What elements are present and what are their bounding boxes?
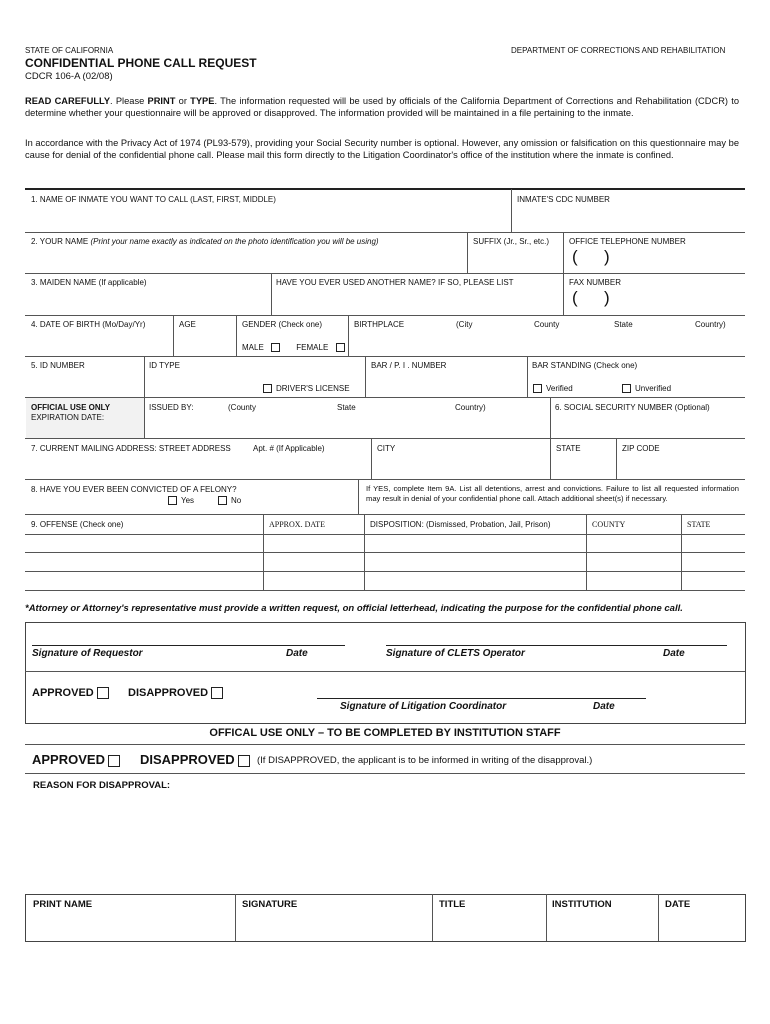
official-use-label: OFFICIAL USE ONLY bbox=[31, 403, 111, 412]
requestor-signature-line[interactable] bbox=[32, 645, 345, 646]
fax-label: FAX NUMBER bbox=[569, 278, 622, 287]
issued-country-label: Country) bbox=[455, 403, 486, 412]
verified-option: Verified bbox=[531, 384, 573, 393]
maiden-name-label: 3. MAIDEN NAME (If applicable) bbox=[31, 278, 147, 287]
expiration-date-label: EXPIRATION DATE: bbox=[31, 413, 105, 422]
disapproved-checkbox-1[interactable] bbox=[211, 687, 223, 699]
issued-state-label: State bbox=[337, 403, 356, 412]
state-col-label: STATE bbox=[687, 520, 711, 529]
form-number: CDCR 106-A (02/08) bbox=[25, 71, 113, 82]
mailing-address-label: 7. CURRENT MAILING ADDRESS: STREET ADDRESS bbox=[31, 444, 231, 453]
felony-question: 8. HAVE YOU EVER BEEN CONVICTED OF A FELONY? bbox=[31, 485, 237, 494]
bar-standing-label: BAR STANDING (Check one) bbox=[532, 361, 638, 370]
disapproved-option-1: DISAPPROVED bbox=[128, 687, 226, 699]
litigation-signature-line[interactable] bbox=[317, 698, 646, 699]
bar-number-label: BAR / P. I . NUMBER bbox=[371, 361, 447, 370]
inmate-name-label: 1. NAME OF INMATE YOU WANT TO CALL (LAST, FIRST, MIDDLE) bbox=[31, 195, 276, 204]
dob-label: 4. DATE OF BIRTH (Mo/Day/Yr) bbox=[31, 320, 146, 329]
requestor-date-label: Date bbox=[286, 648, 308, 659]
male-checkbox[interactable] bbox=[271, 343, 280, 352]
approx-date-label: APPROX. DATE bbox=[269, 520, 326, 529]
suffix-label: SUFFIX (Jr., Sr., etc.) bbox=[473, 237, 550, 246]
requestor-signature-label: Signature of Requestor bbox=[32, 648, 143, 659]
felony-no-checkbox[interactable] bbox=[218, 496, 227, 505]
issued-county-label: (County bbox=[228, 403, 257, 412]
form-title: CONFIDENTIAL PHONE CALL REQUEST bbox=[25, 56, 257, 70]
office-phone-paren-open: ( bbox=[572, 247, 578, 266]
state-label: STATE OF CALIFORNIA bbox=[25, 46, 114, 55]
offense-row[interactable] bbox=[26, 572, 744, 589]
age-label: AGE bbox=[179, 320, 196, 329]
county-col-label: COUNTY bbox=[592, 520, 626, 529]
birthplace-city-label: (City bbox=[456, 320, 473, 329]
fax-paren-open: ( bbox=[572, 288, 578, 307]
unverified-option: Unverified bbox=[620, 384, 671, 393]
inmate-cdc-label: INMATE'S CDC NUMBER bbox=[517, 195, 610, 204]
approved-option-2: APPROVED bbox=[32, 752, 123, 767]
clets-signature-label: Signature of CLETS Operator bbox=[386, 648, 525, 659]
disapproval-note: (If DISAPPROVED, the applicant is to be informed in writing of the disapproval.) bbox=[257, 755, 593, 766]
mailing-address-field[interactable] bbox=[26, 455, 370, 478]
offense-label: 9. OFFENSE (Check one) bbox=[31, 520, 124, 529]
office-phone-paren-close: ) bbox=[604, 247, 610, 266]
felony-yes-option: Yes bbox=[166, 496, 194, 505]
privacy-paragraph: In accordance with the Privacy Act of 1974 (PL93-579), providing your Social Security number is optional. However, any omission or falsification on this questionnaire may be cause for denial of the confidential phone call. Please mail this form directly to the Litigation Coordinator's office of the institution where the inmate is confined. bbox=[25, 138, 739, 160]
suffix-field[interactable] bbox=[468, 248, 562, 272]
id-type-label: ID TYPE bbox=[149, 361, 180, 370]
zip-field[interactable] bbox=[617, 455, 744, 478]
title-label: TITLE bbox=[439, 899, 466, 910]
male-label: MALE bbox=[242, 343, 264, 352]
approved-option-1: APPROVED bbox=[32, 687, 112, 699]
attorney-note: *Attorney or Attorney's representative must provide a written request, on official letterhead, indicating the purpose for the confidential phone call. bbox=[25, 603, 683, 614]
date-label: DATE bbox=[665, 899, 691, 910]
offense-row[interactable] bbox=[26, 535, 744, 552]
office-phone-field[interactable] bbox=[564, 248, 744, 272]
staff-signoff-table bbox=[25, 894, 746, 942]
official-use-heading: OFFICAL USE ONLY – TO BE COMPLETED BY INSTITUTION STAFF bbox=[209, 727, 561, 739]
disapproved-option-2: DISAPPROVED bbox=[140, 752, 253, 767]
institution-label: INSTITUTION bbox=[552, 899, 612, 910]
clets-date-label: Date bbox=[663, 648, 685, 659]
female-label: FEMALE bbox=[296, 343, 329, 352]
issued-by-label: ISSUED BY: bbox=[149, 403, 194, 412]
approved-checkbox-1[interactable] bbox=[97, 687, 109, 699]
city-field[interactable] bbox=[372, 455, 549, 478]
gender-options bbox=[242, 343, 347, 352]
your-name-label: 2. YOUR NAME (Print your name exactly as indicated on the photo identification you will be using) bbox=[31, 237, 379, 246]
gender-label: GENDER (Check one) bbox=[242, 320, 323, 329]
drivers-license-option: DRIVER'S LICENSE bbox=[261, 384, 350, 393]
litigation-date-label: Date bbox=[593, 701, 615, 712]
office-phone-label: OFFICE TELEPHONE NUMBER bbox=[569, 237, 686, 246]
print-name-label: PRINT NAME bbox=[33, 899, 93, 910]
reason-field[interactable] bbox=[26, 792, 744, 892]
clets-signature-line[interactable] bbox=[386, 645, 727, 646]
fax-field[interactable] bbox=[564, 289, 744, 314]
birthplace-county-label: County bbox=[534, 320, 560, 329]
approved-checkbox-2[interactable] bbox=[108, 755, 120, 767]
ssn-label: 6. SOCIAL SECURITY NUMBER (Optional) bbox=[555, 403, 710, 412]
unverified-checkbox[interactable] bbox=[622, 384, 631, 393]
female-checkbox[interactable] bbox=[336, 343, 345, 352]
birthplace-state-label: State bbox=[614, 320, 633, 329]
birthplace-country-label: Country) bbox=[695, 320, 726, 329]
fax-paren-close: ) bbox=[604, 288, 610, 307]
other-name-field[interactable] bbox=[272, 289, 562, 314]
litigation-signature-label: Signature of Litigation Coordinator bbox=[340, 701, 507, 712]
felony-note: If YES, complete Item 9A. List all detentions, arrest and convictions. Failure to list all requested information may result in denial of your confidential phone call. Attach additional sheet(s) if necessary. bbox=[366, 484, 739, 503]
id-number-label: 5. ID NUMBER bbox=[31, 361, 85, 370]
your-name-field[interactable] bbox=[26, 248, 466, 272]
reason-label: REASON FOR DISAPPROVAL: bbox=[33, 780, 171, 791]
offense-row[interactable] bbox=[26, 553, 744, 570]
intro-paragraph: READ CAREFULLY. Please PRINT or TYPE. The information requested will be used by officials of the California Department of Corrections and Rehabilitation (CDCR) to determine whether your questionnaire will be approved or disapproved. The information provided will be maintained in a file pertaining to the inmate. bbox=[25, 96, 739, 118]
state-field-label: STATE bbox=[556, 444, 581, 453]
signature-label: SIGNATURE bbox=[242, 899, 298, 910]
apt-label: Apt. # (If Applicable) bbox=[253, 444, 325, 453]
maiden-name-field[interactable] bbox=[26, 289, 270, 314]
felony-yes-checkbox[interactable] bbox=[168, 496, 177, 505]
ssn-field[interactable] bbox=[551, 414, 744, 437]
disposition-label: DISPOSITION: (Dismissed, Probation, Jail, Prison) bbox=[370, 520, 551, 529]
state-field[interactable] bbox=[551, 455, 615, 478]
other-name-label: HAVE YOU EVER USED ANOTHER NAME? IF SO, PLEASE LIST bbox=[276, 278, 514, 287]
city-label: CITY bbox=[377, 444, 396, 453]
inmate-cdc-field[interactable] bbox=[512, 206, 744, 231]
verified-checkbox[interactable] bbox=[533, 384, 542, 393]
department-label: DEPARTMENT OF CORRECTIONS AND REHABILITATION bbox=[511, 46, 726, 55]
zip-label: ZIP CODE bbox=[622, 444, 660, 453]
birthplace-label: BIRTHPLACE bbox=[354, 320, 405, 329]
inmate-name-field[interactable] bbox=[26, 206, 510, 231]
felony-no-option: No bbox=[216, 496, 241, 505]
disapproved-checkbox-2[interactable] bbox=[238, 755, 250, 767]
drivers-license-checkbox[interactable] bbox=[263, 384, 272, 393]
